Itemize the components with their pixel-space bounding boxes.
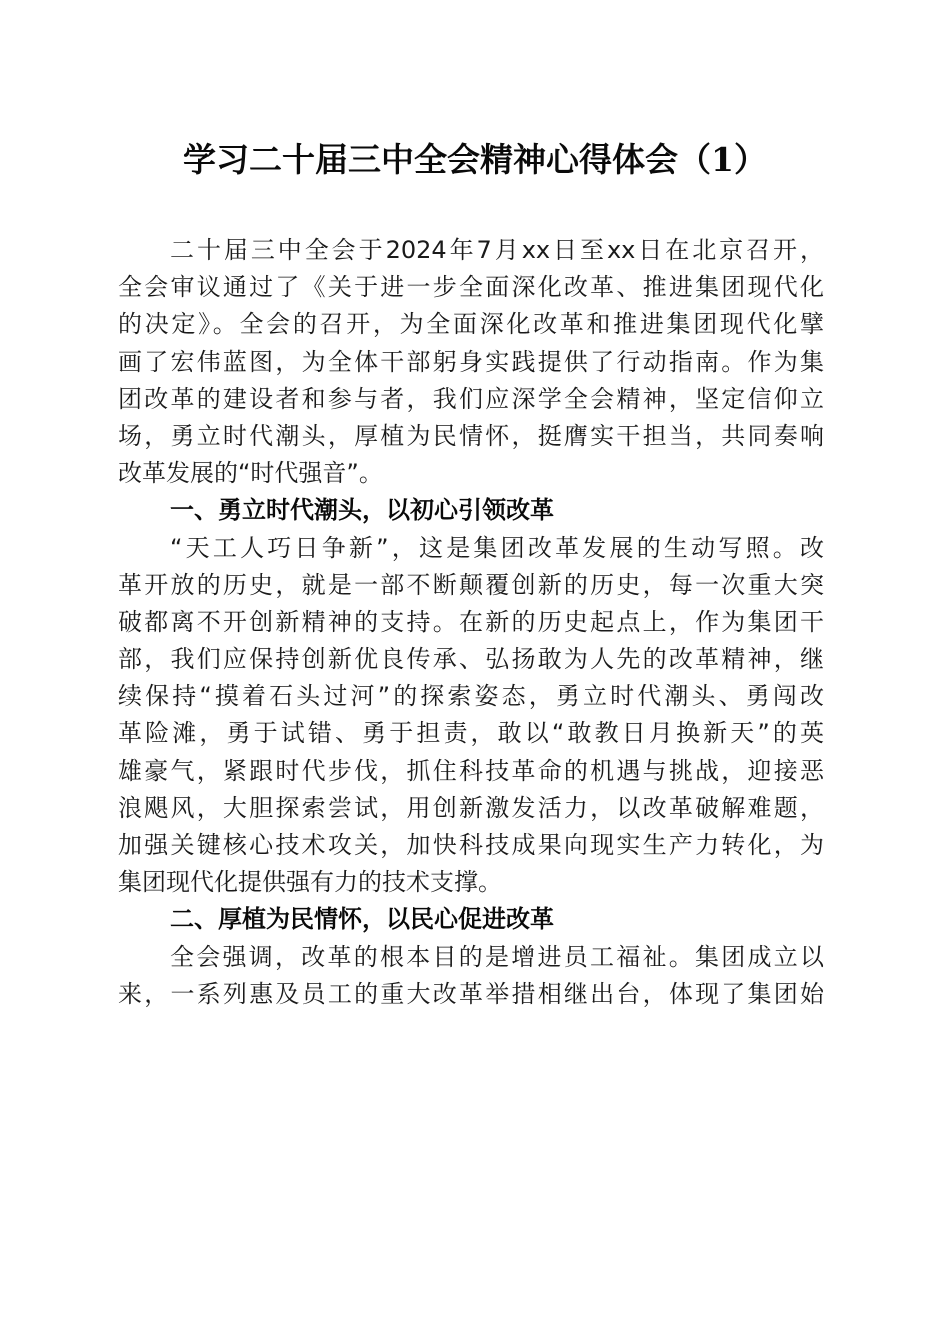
text-line: 革险滩，勇于试错、勇于担责，敢以“敢教日月换新天”的英 [118, 719, 824, 748]
document-title: 学习二十届三中全会精神心得体会（1） [183, 140, 767, 179]
text-line: 集团现代化提供强有力的技术支撑。 [118, 868, 502, 897]
section-heading-1: 一、勇立时代潮头，以初心引领改革 [170, 496, 554, 525]
text-line: 画了宏伟蓝图，为全体干部躬身实践提供了行动指南。作为集 [118, 347, 824, 376]
section-heading-2: 二、厚植为民情怀，以民心促进改革 [170, 905, 554, 934]
text-line: 全会强调，改革的根本目的是增进员工福祉。集团成立以 [170, 942, 824, 971]
text-line: 浪飓风，大胆探索尝试，用创新激发活力，以改革破解难题， [118, 793, 824, 822]
paragraph-section-2 [118, 939, 824, 1013]
text-line: 的决定》。全会的召开，为全面深化改革和推进集团现代化擘 [118, 310, 824, 339]
text-line: 续保持“摸着石头过河”的探索姿态，勇立时代潮头、勇闯改 [118, 682, 824, 711]
text-line: 加强关键核心技术攻关，加快科技成果向现实生产力转化，为 [118, 831, 824, 859]
text-line: 部，我们应保持创新优良传承、弘扬敢为人先的改革精神，继 [118, 645, 824, 674]
text-line: 来，一系列惠及员工的重大改革举措相继出台，体现了集团始 [118, 979, 824, 1008]
text-line: 雄豪气，紧跟时代步伐，抓住科技革命的机遇与挑战，迎接恶 [118, 756, 824, 785]
text-line: “天工人巧日争新”，这是集团改革发展的生动写照。改 [170, 533, 824, 562]
text-line: 改革发展的“时代强音”。 [118, 459, 383, 488]
paragraph-section-1 [118, 530, 824, 902]
text-line: 团改革的建设者和参与者，我们应深学全会精神，坚定信仰立 [118, 384, 824, 413]
paragraph-intro [118, 232, 824, 492]
text-line: 二十届三中全会于2024年7月xx日至xx日在北京召开， [170, 236, 824, 264]
text-line: 全会审议通过了《关于进一步全面深化改革、推进集团现代化 [118, 273, 824, 302]
document-body [118, 232, 824, 1013]
text-line: 破都离不开创新精神的支持。在新的历史起点上，作为集团干 [118, 607, 824, 636]
text-line: 场，勇立时代潮头，厚植为民情怀，挺膺实干担当，共同奏响 [118, 421, 824, 450]
text-line: 革开放的历史，就是一部不断颠覆创新的历史，每一次重大突 [118, 570, 824, 599]
